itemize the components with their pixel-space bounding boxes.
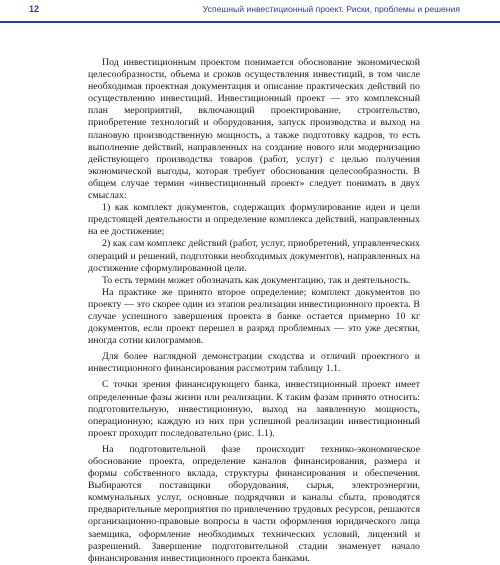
page-number: 12 [29, 4, 40, 14]
paragraph-meaning-1: 1) как комплект документов, содержащих формулирование идеи и цели предстоящей деятельности и определение комплекса действий, направленных на ее достижение; [88, 202, 420, 238]
paragraph-meaning-2: 2) как сам комплекс действий (работ, услуг, приобретений, управленческих операций и решений, подготовки необходимых документов), направленных на достижение сформулированной цели. [88, 238, 420, 274]
paragraph-preparatory-phase: На подготовительной фазе происходит технико-экономическое обоснование проекта, определение каналов финансирования, размера и формы собственного вклада, структуры финансирования и обеспечения. Выбираются поставщики оборудования, сырья, электроэнергии, коммунальных услуг, основные подрядчики и каналы сбыта, проводятся предварительные мероприятия по привлечению трудовых ресурсов, решаются организационно-правовые вопросы в части оформления юридического лица заемщика, оформление необходимых технических условий, лицензий и разрешений. Завершение подготовительной стадии знаменует начало финансирования инвестиционного проекта банками. [88, 443, 420, 564]
paragraph-phases: С точки зрения финансирующего банка, инвестиционный проект имеет определенные фазы жизни или реализации. К таким фазам принято относить: подготовительную, инвестиционную, выход на заявленную мощность, операционную; каждую из них при успешной реализации инвестиционный проект проходит последовательно (рис. 1.1). [88, 379, 420, 439]
body-text [88, 57, 420, 565]
header-rule [0, 21, 500, 23]
running-title: Успешный инвестиционный проект. Риски, проблемы и решения [202, 4, 460, 14]
paragraph-practice: На практике же принято второе определение; комплект документов по проекту — это скорее один из этапов реализации инвестиционного проекта. В случае успешного завершения проекта в банке остается примерно 10 кг документов, если проект перешел в разряд проблемных — это уже десятки, иногда сотни килограммов. [88, 286, 420, 347]
paragraph-table-ref: Для более наглядной демонстрации сходства и отличий проектного и инвестиционного финансирования рассмотрим таблицу 1.1. [88, 351, 420, 375]
page-header [0, 0, 500, 21]
paragraph-definition: Под инвестиционным проектом понимается обоснование экономической целесообразности, объема и сроков осуществления инвестиций, в том числе необходимая проектная документация и описание практических действий по осуществлению инвестиций. Инвестиционный проект — это комплексный план мероприятий, включающий проектирование, строительство, приобретение технологий и оборудования, запуск производства и выход на плановую производственную мощность, а также подготовку кадров, то есть выполнение действий, направленных на создание нового или модернизацию действующего производства товаров (работ, услуг) с целью получения экономической выгоды, которая требует обоснования целесообразности. В общем случае термин «инвестиционный проект» следует понимать в двух смыслах: [88, 57, 420, 202]
paragraph-summary: То есть термин может обозначать как документацию, так и деятельность. [102, 274, 411, 286]
